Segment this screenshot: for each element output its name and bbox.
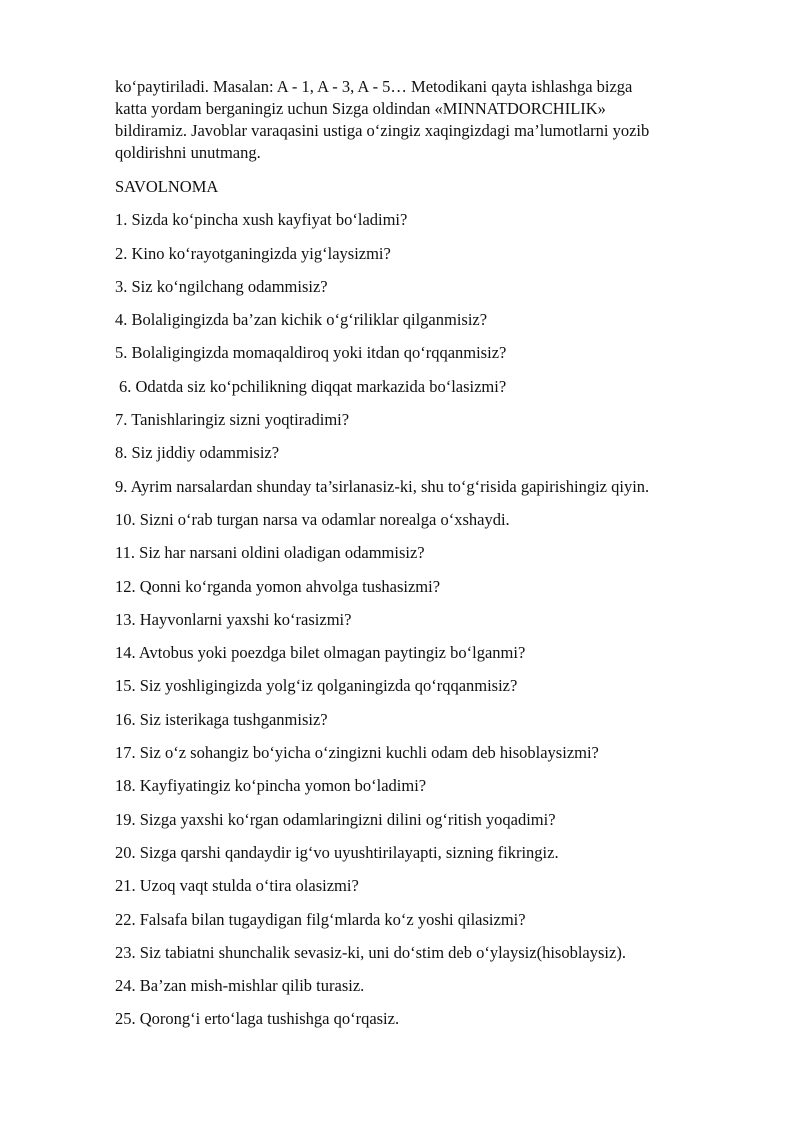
intro-line: bildiramiz. Javoblar varaqasini ustiga o‘zingiz xaqingizdagi ma’lumotlarni yozib xyxy=(115,121,650,140)
question-item: 2. Kino ko‘rayotganingizda yig‘laysizmi? xyxy=(115,243,391,263)
question-item: 16. Siz isterikaga tushganmisiz? xyxy=(115,709,328,729)
question-item: 12. Qonni ko‘rganda yomon ahvolga tushasizmi? xyxy=(115,576,441,596)
question-item: 22. Falsafa bilan tugaydigan filg‘mlarda ko‘z yoshi qilasizmi? xyxy=(115,909,526,929)
question-item: 17. Siz o‘z sohangiz bo‘yicha o‘zingizni kuchli odam deb hisoblaysizmi? xyxy=(115,743,599,763)
question-item: 1. Sizda ko‘pincha xush kayfiyat bo‘ladimi? xyxy=(115,210,408,230)
question-item: 9. Ayrim narsalardan shunday ta’sirlanasiz-ki, shu to‘g‘risida gapirishingiz qiyin. xyxy=(115,476,650,496)
question-item: 24. Ba’zan mish-mishlar qilib turasiz. xyxy=(115,976,365,996)
question-item: 14. Avtobus yoki poezdga bilet olmagan paytingiz bo‘lganmi? xyxy=(115,643,526,663)
question-item: 3. Siz ko‘ngilchang odammisiz? xyxy=(115,276,328,296)
question-item: 23. Siz tabiatni shunchalik sevasiz-ki, uni do‘stim deb o‘ylaysiz(hisoblaysiz). xyxy=(115,942,626,962)
intro-line: ko‘paytiriladi. Masalan: A - 1, A - 3, A - 5… Metodikani qayta ishlashga bizga xyxy=(115,77,633,96)
question-item: 11. Siz har narsani oldini oladigan odammisiz? xyxy=(115,543,425,563)
question-item: 18. Kayfiyatingiz ko‘pincha yomon bo‘ladimi? xyxy=(115,776,427,796)
document-body xyxy=(115,76,735,1030)
question-item: 4. Bolaligingizda ba’zan kichik o‘g‘riliklar qilganmisiz? xyxy=(115,310,488,330)
question-item: 19. Sizga yaxshi ko‘rgan odamlaringizni dilini og‘ritish yoqadimi? xyxy=(115,809,556,829)
question-item: 8. Siz jiddiy odammisiz? xyxy=(115,443,280,463)
intro-line: qoldirishni unutmang. xyxy=(115,143,261,162)
intro-paragraph xyxy=(115,76,735,164)
question-item: 10. Sizni o‘rab turgan narsa va odamlar norealga o‘xshaydi. xyxy=(115,509,510,529)
question-item: 20. Sizga qarshi qandaydir ig‘vo uyushtirilayapti, sizning fikringiz. xyxy=(115,842,559,862)
question-item: 6. Odatda siz ko‘pchilikning diqqat markazida bo‘lasizmi? xyxy=(119,376,507,396)
question-item: 13. Hayvonlarni yaxshi ko‘rasizmi? xyxy=(115,609,352,629)
question-item: 21. Uzoq vaqt stulda o‘tira olasizmi? xyxy=(115,876,359,896)
question-item: 25. Qorong‘i erto‘laga tushishga qo‘rqasiz. xyxy=(115,1009,400,1029)
question-item: 15. Siz yoshligingizda yolg‘iz qolganingizda qo‘rqqanmisiz? xyxy=(115,676,518,696)
question-item: 5. Bolaligingizda momaqaldiroq yoki itdan qo‘rqqanmisiz? xyxy=(115,343,507,363)
question-list xyxy=(115,209,735,1030)
questionnaire-heading: SAVOLNOMA xyxy=(115,177,219,196)
intro-line: katta yordam berganingiz uchun Sizga oldindan «MINNATDORCHILIK» xyxy=(115,99,606,118)
question-item: 7. Tanishlaringiz sizni yoqtiradimi? xyxy=(115,410,350,430)
